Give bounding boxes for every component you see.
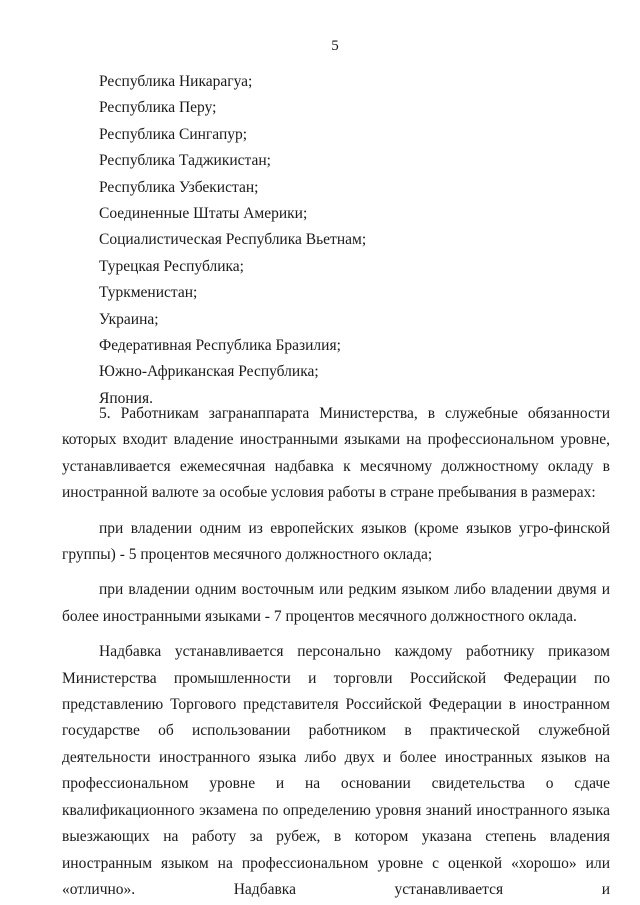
paragraph-allowance-rule: 5. Работникам загранаппарата Министерства, в служебные обязанности которых входит владение иностранными языками на профессиональном уровне, устанавливается ежемесячная надбавка к месячному должностному окладу в иностранной валюте за особые условия работы в стране пребывания в размерах: xyxy=(62,405,610,502)
list-item: Федеративная Республика Бразилия; xyxy=(99,336,341,354)
list-item: Социалистическая Республика Вьетнам; xyxy=(99,231,367,249)
list-item: Республика Таджикистан; xyxy=(99,152,271,170)
paragraph-european-languages: при владении одним из европейских языков (кроме языков угро-финской группы) - 5 процентов месячного должностного оклада; xyxy=(62,519,610,564)
list-item: Украина; xyxy=(99,310,159,328)
list-item: Туркменистан; xyxy=(99,284,198,302)
document-body xyxy=(62,401,610,903)
list-item: Южно-Африканская Республика; xyxy=(99,363,319,381)
list-item: Республика Никарагуа; xyxy=(99,73,253,90)
list-item: Республика Перу; xyxy=(99,99,217,117)
list-item: Республика Узбекистан; xyxy=(99,178,259,196)
list-item: Япония. xyxy=(99,389,153,407)
paragraph-eastern-languages: при владении одним восточным или редким языком либо владении двумя и более иностранными языками - 7 процентов месячного должностного оклада. xyxy=(62,581,610,625)
country-list xyxy=(99,69,366,412)
paragraph-allowance-procedure: Надбавка устанавливается персонально каждому работнику приказом Министерства промышленности и торговли Российской Федерации по представлению Торгового представителя Российской Федерации в иностранном государстве об использовании работником в практической служебной деятельности иностранного языка либо двух и более иностранных языков на профессиональном уровне и на основании свидетельства о сдаче квалификационного экзамена по определению уровня знаний иностранного языка выезжающих на работу за рубеж, в котором указана степень владения иностранным языком на профессиональном уровне с оценкой «хорошо» или «отлично». Надбавка устанавливается и xyxy=(62,643,610,898)
list-item: Республика Сингапур; xyxy=(99,125,248,143)
page-number: 5 xyxy=(331,38,339,54)
list-item: Соединенные Штаты Америки; xyxy=(99,204,308,222)
list-item: Турецкая Республика; xyxy=(99,257,244,275)
